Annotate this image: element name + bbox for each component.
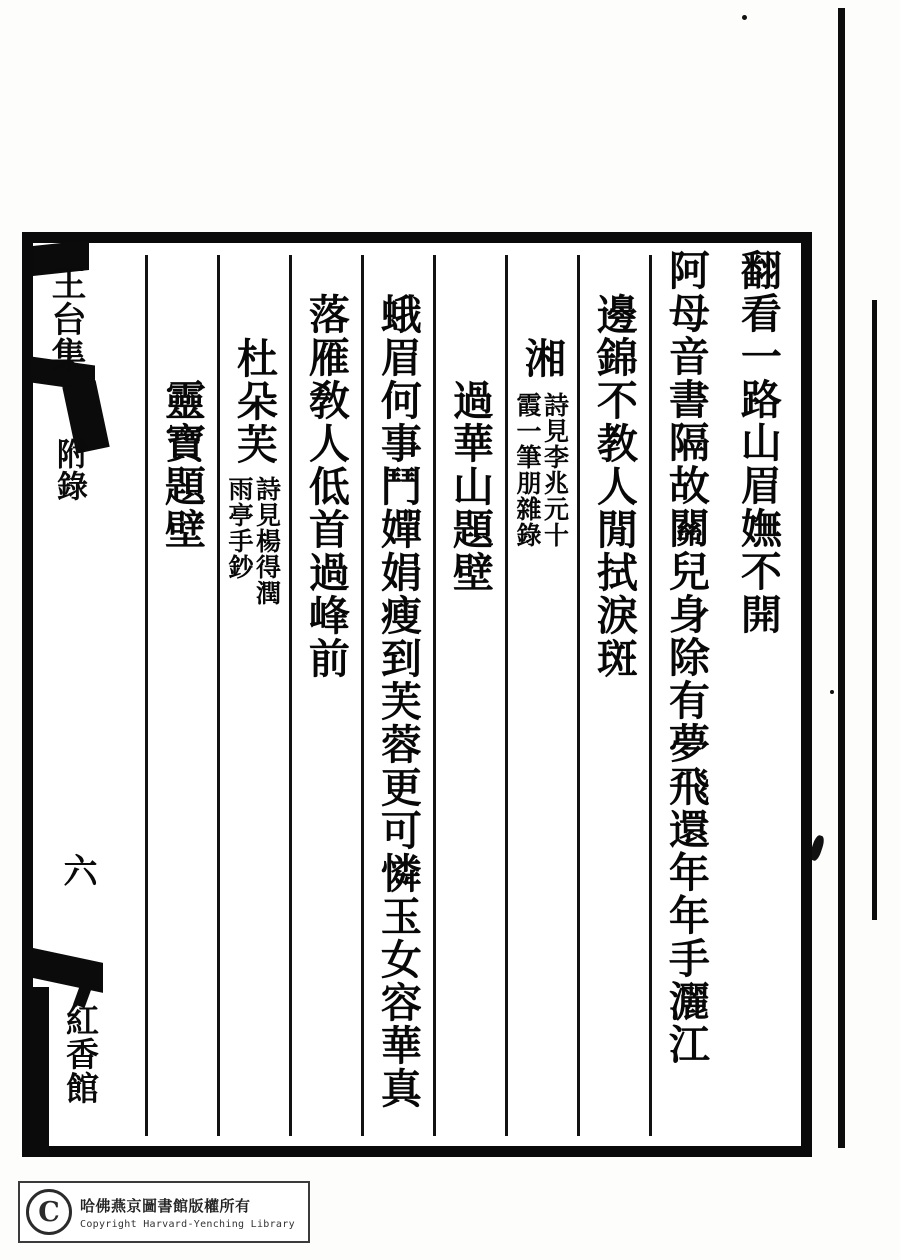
poem-title: 靈寶題壁 — [157, 379, 206, 551]
banxin-hall-mark: 紅香館 — [61, 1003, 100, 1105]
ink-blot — [29, 987, 49, 1157]
stamp-chinese-text: 哈佛燕京圖書館版權所有 — [80, 1196, 251, 1215]
column-text: 邊錦不教人閒拭淚斑 — [589, 293, 638, 680]
note-line-left: 霞一筆朋雜錄 — [513, 392, 542, 548]
text-column-1 — [721, 249, 793, 1140]
text-block — [33, 243, 801, 1146]
note-line-left: 雨亭手鈔 — [225, 476, 254, 580]
block-edge-rule-inner — [872, 300, 877, 920]
poem-title: 過華山題壁 — [445, 379, 494, 594]
note-line-right: 詩見楊得潤 — [252, 476, 282, 606]
text-column-9 — [145, 249, 217, 1140]
scan-speck — [742, 15, 747, 20]
column-text: 阿母音書隔故關兒身除有夢飛還年年手灑江 — [661, 249, 710, 1066]
note-line-right: 詩見李兆元十 — [540, 392, 570, 548]
text-column-3 — [577, 249, 649, 1140]
banxin-subtitle: 附錄 — [51, 438, 87, 502]
column-text: 落雁敎人低首過峰前 — [301, 293, 350, 680]
scan-speck — [830, 690, 834, 694]
text-column-5 — [433, 249, 505, 1140]
stamp-english-text: Copyright Harvard-Yenching Library — [80, 1218, 295, 1230]
text-column-6 — [361, 249, 433, 1140]
text-column-8 — [217, 249, 289, 1140]
text-column-7 — [289, 249, 361, 1140]
banxin-column — [33, 243, 129, 1146]
woodblock-frame — [22, 232, 812, 1157]
library-copyright-stamp — [18, 1181, 310, 1243]
column-text-prefix: 湘 — [517, 337, 566, 380]
banxin-page-number: 六 — [57, 853, 97, 887]
stamp-text-lines — [80, 1195, 295, 1230]
text-column-2 — [649, 249, 721, 1140]
copyright-icon: C — [26, 1189, 72, 1235]
column-text-prefix: 杜朵芙 — [229, 337, 278, 466]
interlinear-note — [515, 392, 568, 548]
banxin-title: 王台集 — [46, 265, 87, 373]
interlinear-note — [227, 476, 280, 606]
column-text: 蛾眉何事鬥嬋娟瘦到芙蓉更可憐玉女容華真 — [373, 293, 422, 1110]
column-text: 翻看一路山眉嫵不開 — [733, 249, 782, 636]
block-edge-rule-outer — [838, 8, 845, 1148]
text-column-4 — [505, 249, 577, 1140]
